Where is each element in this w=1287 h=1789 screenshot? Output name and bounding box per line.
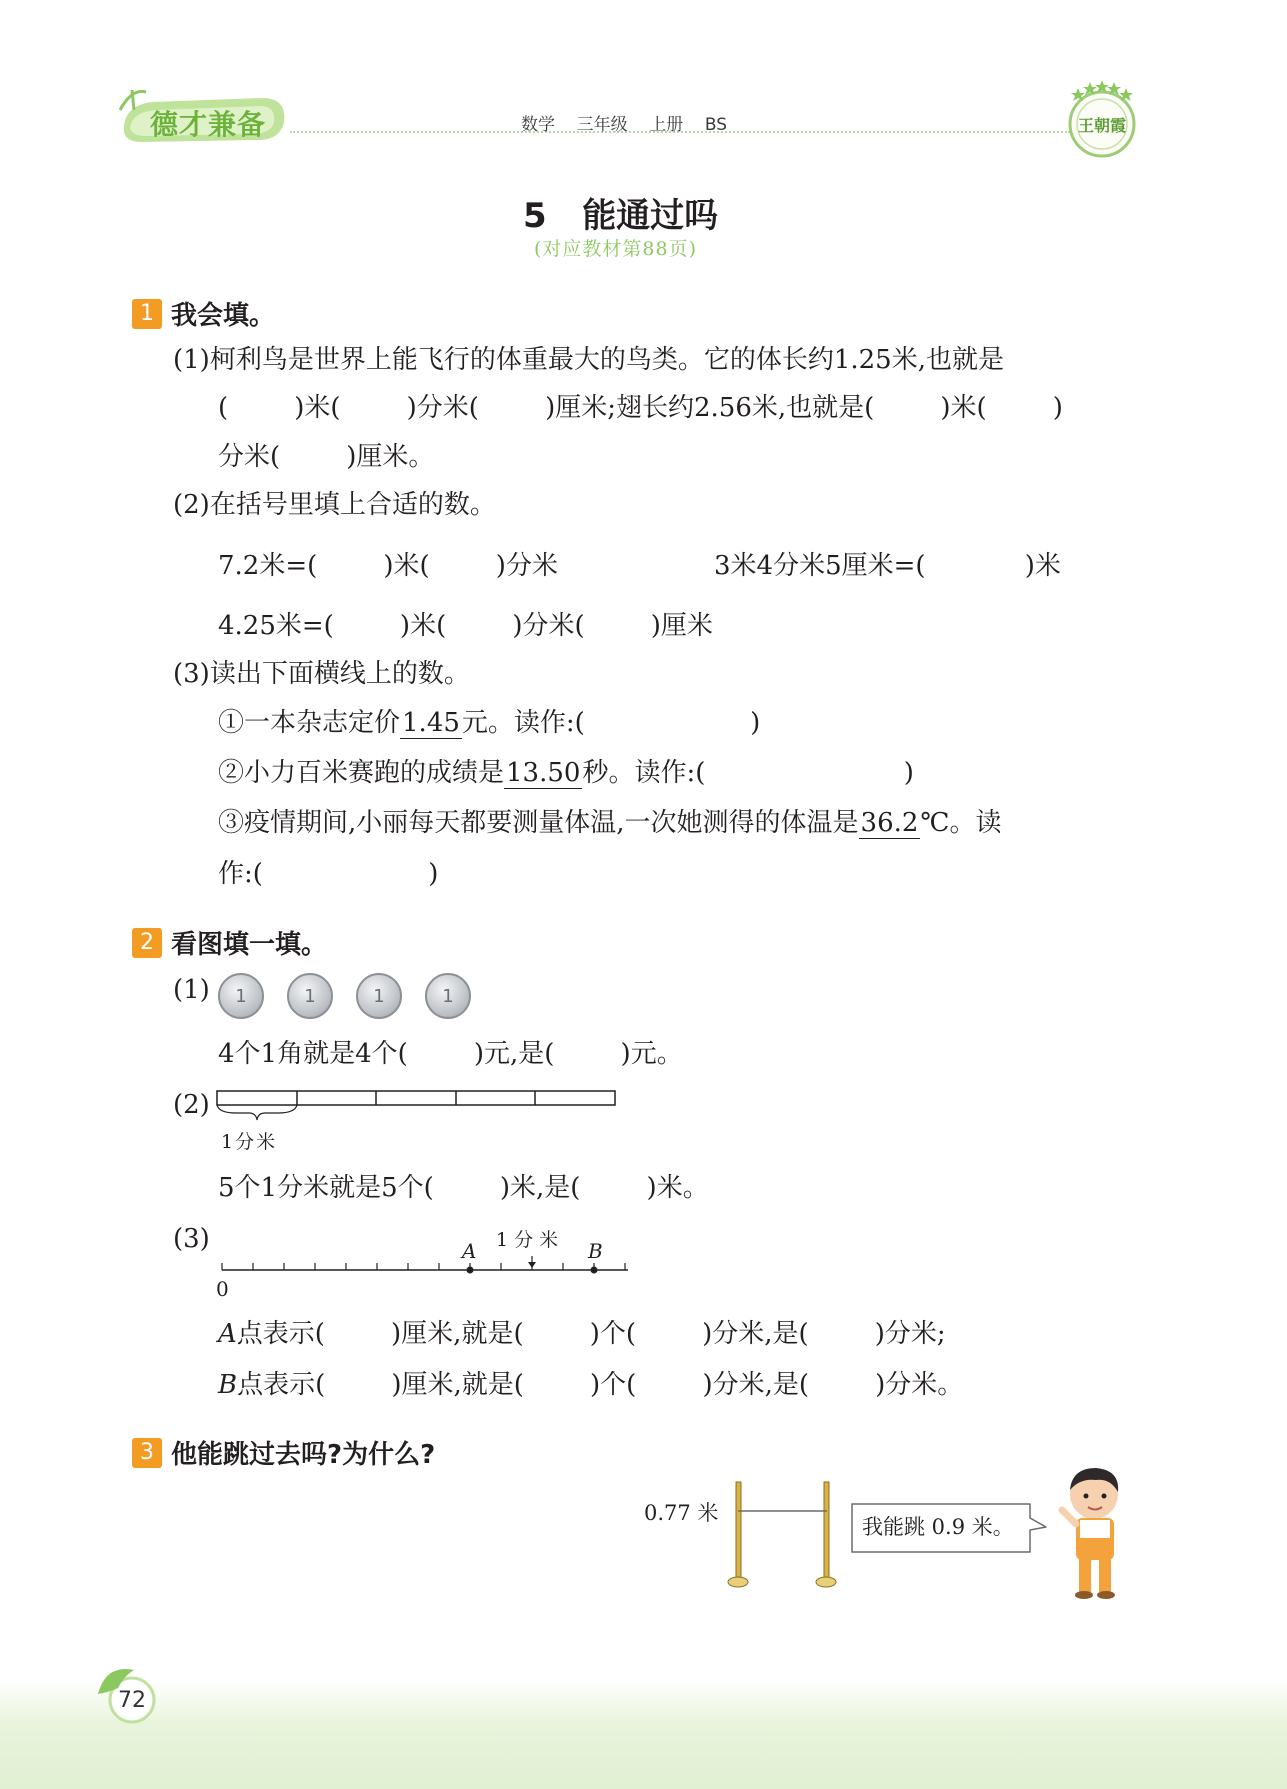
boy-character-icon: [1050, 1462, 1140, 1602]
section-2-heading: [132, 924, 327, 961]
q3-item-3-line-2: 作:( ): [218, 859, 439, 889]
section-3-heading: [132, 1434, 435, 1471]
header-book-info: [521, 110, 727, 135]
number-line-point-a-label: A: [462, 1239, 477, 1263]
number-line: [218, 1256, 632, 1286]
page-title: [523, 188, 718, 237]
s2-part-1-text: 4个1角就是4个( )元,是( )元。: [218, 1039, 683, 1069]
page-subtitle: (对应教材第88页): [534, 238, 698, 260]
footer-band: [0, 1680, 1287, 1789]
q3-item-1-pre: ①一本杂志定价: [218, 708, 401, 738]
header-subject: 数学: [521, 115, 555, 135]
q3-intro: (3)读出下面横线上的数。: [173, 659, 470, 689]
section-1-title: 我会填。: [171, 301, 276, 331]
q3-item-3-number: 36.2: [860, 808, 919, 838]
point-a-letter: A: [218, 1319, 237, 1349]
bar-height-label: 0.77 米: [644, 1501, 719, 1525]
coin-1-icon: 1: [218, 973, 264, 1019]
s2-part-3-line-b: [218, 1368, 963, 1402]
q3-item-2-post: 秒。读作:( ): [582, 758, 914, 788]
decimeter-bar: [214, 1086, 619, 1126]
q3-item-1-post: 元。读作:( ): [461, 708, 761, 738]
q3-item-3-pre: ③疫情期间,小丽每天都要测量体温,一次她测得的体温是: [218, 808, 859, 838]
q3-item-2-pre: ②小力百米赛跑的成绩是: [218, 758, 505, 788]
point-b-letter: B: [218, 1370, 238, 1400]
coin-3-icon: 1: [356, 973, 402, 1019]
number-line-point-b-label: B: [588, 1239, 603, 1263]
s2-part-1-label: (1): [173, 975, 210, 1005]
q3-item-2-number: 13.50: [506, 758, 581, 788]
section-1-number-badge: 1: [132, 299, 162, 329]
coin-2-icon: 1: [287, 973, 333, 1019]
point-a-text: 点表示( )厘米,就是( )个( )分米,是( )分米;: [236, 1319, 946, 1349]
speech-bubble-text: 我能跳 0.9 米。: [862, 1515, 1014, 1539]
decimeter-caption: 1分米: [221, 1131, 278, 1153]
number-line-zero-label: 0: [216, 1277, 229, 1301]
q3-item-2: [218, 756, 914, 790]
lesson-number: 5: [523, 196, 547, 236]
section-2-title: 看图填一填。: [171, 930, 328, 960]
q1-line-2: ( )米( )分米( )厘米;翅长约2.56米,也就是( )米( ): [218, 393, 1063, 423]
s2-part-3-label: (3): [173, 1224, 210, 1254]
coin-4-icon: 1: [425, 973, 471, 1019]
q1-line-1: (1)柯利鸟是世界上能飞行的体重最大的鸟类。它的体长约1.25米,也就是: [173, 345, 1004, 375]
header-logo-text: 德才兼备: [150, 108, 267, 141]
page-number: 72: [118, 1688, 146, 1713]
seal-text: 王朝霞: [1078, 116, 1127, 135]
q2-item-a: 7.2米=( )米( )分米: [218, 551, 558, 581]
section-1-heading: [132, 295, 275, 332]
header-edition: BS: [704, 115, 728, 135]
point-b-text: 点表示( )厘米,就是( )个( )分米,是( )分米。: [237, 1370, 964, 1400]
s2-part-2-label: (2): [173, 1090, 210, 1120]
q3-item-3-post: ℃。读: [920, 808, 1002, 838]
high-jump-bar-icon: [718, 1478, 848, 1593]
q1-line-3: 分米( )厘米。: [218, 442, 435, 472]
q2-item-c: 4.25米=( )米( )分米( )厘米: [218, 611, 713, 641]
header-grade: 三年级: [576, 115, 628, 135]
s2-part-2-text: 5个1分米就是5个( )米,是( )米。: [218, 1173, 709, 1203]
q3-item-3: [218, 806, 1002, 840]
s2-part-3-line-a: [218, 1317, 946, 1351]
lesson-title: 能通过吗: [582, 196, 719, 236]
section-3-title: 他能跳过去吗?为什么?: [171, 1440, 436, 1470]
number-line-decimeter-label: 1 分 米: [496, 1229, 559, 1251]
header-volume: 上册: [649, 115, 684, 135]
section-2-number-badge: 2: [132, 928, 162, 958]
q2-intro: (2)在括号里填上合适的数。: [173, 490, 496, 520]
q3-item-1: [218, 706, 760, 740]
section-3-number-badge: 3: [132, 1438, 162, 1468]
q2-item-b: 3米4分米5厘米=( )米: [714, 551, 1061, 581]
q3-item-1-number: 1.45: [402, 708, 460, 738]
